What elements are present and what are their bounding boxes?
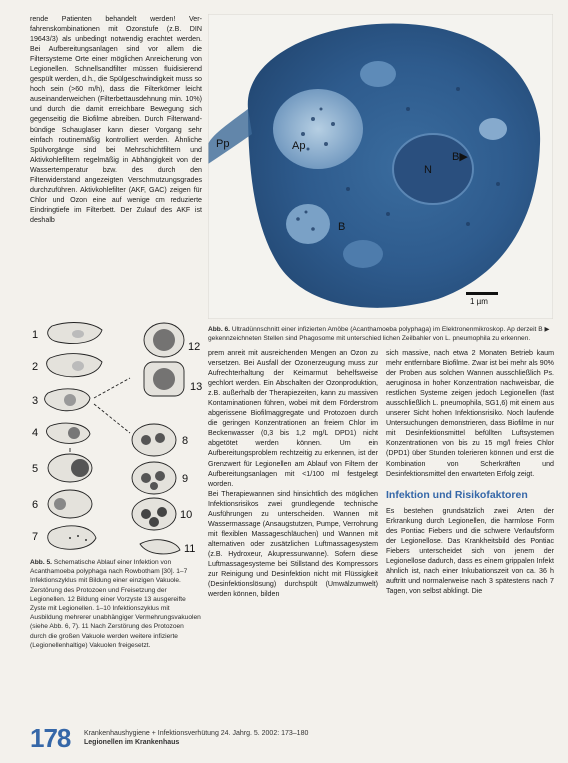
label-ap: Ap: [292, 140, 306, 152]
label-n: N: [424, 164, 432, 176]
fig5-num-11: 11: [184, 543, 196, 555]
fig5-num-13: 13: [190, 381, 203, 393]
paragraph-right-2: Es bestehen grundsätzlich zwei Arten der Erkrankung durch Legionellen, die harmlose Form des Pontiac Fiebers und die schwere Verlaufsform der Legionellose. Das Krankheitsbild des Pontiac Fiebers unterscheidet sich von jenem der Legionellose dadurch, dass es einem grippalen Infekt ähnlich ist, nach einer Inkubationszeit von ca. 36 h auftritt und normalerweise nach 3 spätestens nach 7 Tagen, von selbst abklingt. Die: [386, 506, 554, 595]
figure-6-caption: [208, 325, 553, 343]
figure-6-micrograph: [208, 14, 553, 319]
figure-6-caption-label: Abb. 6.: [208, 326, 230, 333]
paragraph-middle-1: prem anreit mit ausreichenden Mengen an Ozon zu versetzen. Bei Ausfall der Ozonerzeugung muss zur Aufrechterhaltung der Keimarmut behelfsweise gechlort werden. Ein Abschalten der Ozonproduktion, z.B. außerhalb der Therapiezeiten, kann zu massiven Kontaminationen führen, wobei mit dem Förderstrom abgerissene Biofilmaggregate und Protozoen durch die geringen Konzentrationen an freiem Chlor im Beckenwasser (0,3 bis 1,2 mg/L DPD1) nicht abgetötet werden können. Um ein Aufbereitungsproblem rechtzeitig zu erkennen, ist der Grenzwert für Legionellen am Ablauf von Filtern der Aufbereitungsanlagen mit <1/100 ml festgelegt worden.: [208, 349, 378, 488]
infection-cycle-graphic: [30, 318, 208, 556]
body-text-middle: [208, 348, 378, 599]
phagosome-b: [286, 204, 330, 244]
scale-bar-label: 1 µm: [470, 297, 488, 306]
figure-6-caption-text: Ultradünnschnitt einer infizierten Amöbe (Acanthamoeba polyphaga) im Elektronenmikroskop. Ap derzeit B ▶ gekennzeichneten Stellen sind Phagosome mit unterschied lichen Zeilbahler von L. pneumophila zu erkennen.: [208, 326, 550, 343]
journal-footer: [84, 729, 308, 747]
paragraph-top-left: rende Patienten behandelt werden! Verfahrenskombinationen mit Ozonstufe (z.B. DIN 19643/3) als unbedingt notwendig erachtet werden. Bei Aufbereitungsanlagen sind vor allem die Filtersysteme Orte einer möglichen Anreicherung von Legionellen. Schnellsandfilter müssen fluidisierend gespült werden, d.h., die Spülgeschwindigkeit muss so hoch sein (>60 m/h), dass die Filterkörner leicht auseinanderweichen (Filterbettausdehnung min. 10%) und durch die damit erreichbare Bewegung sich gegenseitig die Biofilme abreiben. Durch Filterwand-bündige Schauglaser kann dieser Vorgang sehr einfach routinemäßig kontrolliert werden. Ähnliche Spülvorgänge sind bei Mehrschichtfiltern und Aktivkohlefiltern regelmäßig in Abhängigkeit von der Wassertemperatur bzw. des durch den Filterwiderstand angezeigten Verschmutzungsgrades durchzuführen. Aktivkohlefilter (AKF, GAC) zeigen für Chlor und Ozon eine auf wenige cm reduzierte Eindringtiefe im Filterbett. Der Zulauf des AKF ist deshalb: [30, 15, 202, 224]
fig5-num-3: 3: [32, 395, 39, 407]
fig5-num-5: 5: [32, 463, 39, 475]
page-number: 178: [30, 723, 71, 753]
fig5-num-9: 9: [182, 473, 189, 485]
journal-citation: Krankenhaushygiene + Infektionsverhütung 24. Jahrg. 5. 2002: 173–180: [84, 730, 309, 737]
figure-5-caption-text: Schematische Ablauf einer Infektion von Acanthamoeba polyphaga nach Rowbotham [30]. 1–7 Infektionszyklus mit Bildung einer einzigen Vakuole. Zerstörung des Protozoen und Freisetzung der Legionellen. 12 Bildung einer Vorzyste 13 ausgereifte Zyste mit Legionellen. 1–10 Infektionszyklus mit Ausbildung mehrerer unabhängiger Vermehrungsvakuolen (siehe Abb. 6, 7). 11 Nach Zerstörung des Protozoen durch die großen Vakuole werden weitere infizierte (Legionellenhaltige) Vakuolen freigesetzt.: [30, 559, 201, 649]
fig5-num-10: 10: [180, 509, 193, 521]
fig5-num-7: 7: [32, 531, 39, 543]
label-pp: Pp: [216, 138, 230, 150]
micrograph-graphic: [208, 14, 553, 319]
figure-5-diagram: [30, 318, 208, 556]
body-text-right: [386, 348, 554, 596]
label-b: B: [338, 221, 346, 233]
nucleus: [393, 134, 473, 204]
figure-5-caption-label: Abb. 5.: [30, 559, 52, 566]
fig5-num-12: 12: [188, 341, 201, 353]
paragraph-middle-2: Bei Therapiewannen sind hinsichtlich des möglichen Infektionsrisikos zwei grundlegende technische Ausführungen zu unterscheiden. Wannen mit Wassermassage (Ansaugstutzen, Pumpe, Verrohrung mit flexiblen Massageschläuchen) und Wannen mit alternativen oder zusätzlichen Luftmassagesystem (z.B. Hydroxeur, Akupressurwanne). Sofern diese Luftmassagesysteme bei Stillstand des Kompressors zur Reinigung und Desinfektion nicht mit Flüssigkeit (Desinfektionslösung) durchspült (Umwälzumwelt) werden können, bilden: [208, 489, 378, 599]
running-title: Legionellen im Krankenhaus: [84, 739, 180, 746]
section-heading: Infektion und Risikofaktoren: [386, 488, 528, 501]
fig5-num-6: 6: [32, 499, 39, 511]
figure-5-caption: [30, 558, 202, 650]
fig5-num-1: 1: [32, 329, 39, 341]
phagosome-ap: [273, 89, 363, 169]
label-b-arrow: B▶: [452, 151, 468, 163]
fig5-num-4: 4: [32, 427, 39, 439]
body-text-top-left: [30, 14, 202, 225]
paragraph-right-1: sich massive, nach etwa 2 Monaten Betrieb kaum mehr entfernbare Biofilme. Zwar ist bei mehr als 90% der Proben aus solchen Wannen ausschließlich Ps. aeruginosa in hoher Konzentration nachweisbar, die restlichen Systeme zeigen jedoch Legionellen (fast ausschließlich L. pneumophila, SG1,6) mit einem aus unserer Sicht hohen Infektionsrisiko. Noch laufende Untersuchungen demonstrieren, dass Biofilme in nur mit Desinfektionsmittel befüllten Luftsystemen Konzentrationen von bis zu 15 mg/l freies Chlor (DPD1) über Stunden tolerieren können und erst die Kombination von Scherkräften und Desinfektionsmittel den erwarteten Erfolg zeigt.: [386, 349, 554, 478]
fig5-num-2: 2: [32, 361, 39, 373]
fig5-num-8: 8: [182, 435, 189, 447]
scale-bar: [466, 292, 498, 295]
